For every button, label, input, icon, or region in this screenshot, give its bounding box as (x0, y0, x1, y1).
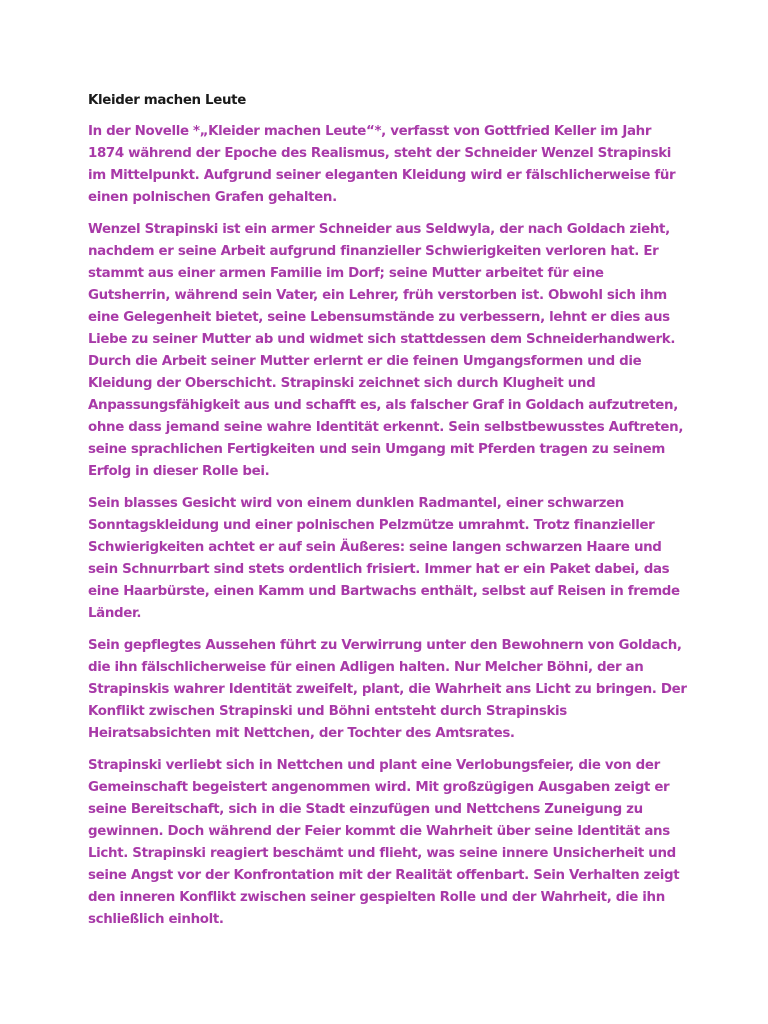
paragraph-intro: In der Novelle *„Kleider machen Leute“*, verfasst von Gottfried Keller im Jahr 1874 während der Epoche des Realismus, steht der Schneider Wenzel Strapinski im Mittelpunkt. Aufgrund seiner eleganten Kleidung wird er fälschlicherweise für einen polnischen Grafen gehalten. (88, 124, 676, 205)
paragraph-climax: Strapinski verliebt sich in Nettchen und plant eine Verlobungsfeier, die von der Gemeinschaft begeistert angenommen wird. Mit großzügigen Ausgaben zeigt er seine Bereitschaft, sich in die Stadt einzufügen und Nettchens Zuneigung zu gewinnen. Doch während der Feier kommt die Wahrheit über seine Identität ans Licht. Strapinski reagiert beschämt und flieht, was seine innere Unsicherheit und seine Angst vor der Konfrontation mit der Realität offenbart. Sein Verhalten zeigt den inneren Konflikt zwischen seiner gespielten Rolle und der Wahrheit, die ihn schließlich einholt. (88, 758, 680, 927)
paragraph-background: Wenzel Strapinski ist ein armer Schneider aus Seldwyla, der nach Goldach zieht, nachdem er seine Arbeit aufgrund finanzieller Schwierigkeiten verloren hat. Er stammt aus einer armen Familie im Dorf; seine Mutter arbeitet für eine Gutsherrin, während sein Vater, ein Lehrer, früh verstorben ist. Obwohl sich ihm eine Gelegenheit bietet, seine Lebensumstände zu verbessern, lehnt er dies aus Liebe zu seiner Mutter ab und widmet sich stattdessen dem Schneiderhandwerk. Durch die Arbeit seiner Mutter erlernt er die feinen Umgangsformen und die Kleidung der Oberschicht. Strapinski zeichnet sich durch Klugheit und Anpassungsfähigkeit aus und schafft es, als falscher Graf in Goldach aufzutreten, ohne dass jemand seine wahre Identität erkennt. Sein selbstbewusstes Auftreten, seine sprachlichen Fertigkeiten und sein Umgang mit Pferden tragen zu seinem Erfolg in dieser Rolle bei. (88, 222, 684, 479)
document-title: Kleider machen Leute (88, 93, 246, 108)
document-page (88, 90, 688, 941)
paragraph-conflict: Sein gepflegtes Aussehen führt zu Verwirrung unter den Bewohnern von Goldach, die ihn fälschlicherweise für einen Adligen halten. Nur Melcher Böhni, der an Strapinskis wahrer Identität zweifelt, plant, die Wahrheit ans Licht zu bringen. Der Konflikt zwischen Strapinski und Böhni entsteht durch Strapinskis Heiratsabsichten mit Nettchen, der Tochter des Amtsrates. (88, 638, 687, 741)
paragraph-appearance: Sein blasses Gesicht wird von einem dunklen Radmantel, einer schwarzen Sonntagskleidung und einer polnischen Pelzmütze umrahmt. Trotz finanzieller Schwierigkeiten achtet er auf sein Äußeres: seine langen schwarzen Haare und sein Schnurrbart sind stets ordentlich frisiert. Immer hat er ein Paket dabei, das eine Haarbürste, einen Kamm und Bartwachs enthält, selbst auf Reisen in fremde Länder. (88, 496, 680, 621)
